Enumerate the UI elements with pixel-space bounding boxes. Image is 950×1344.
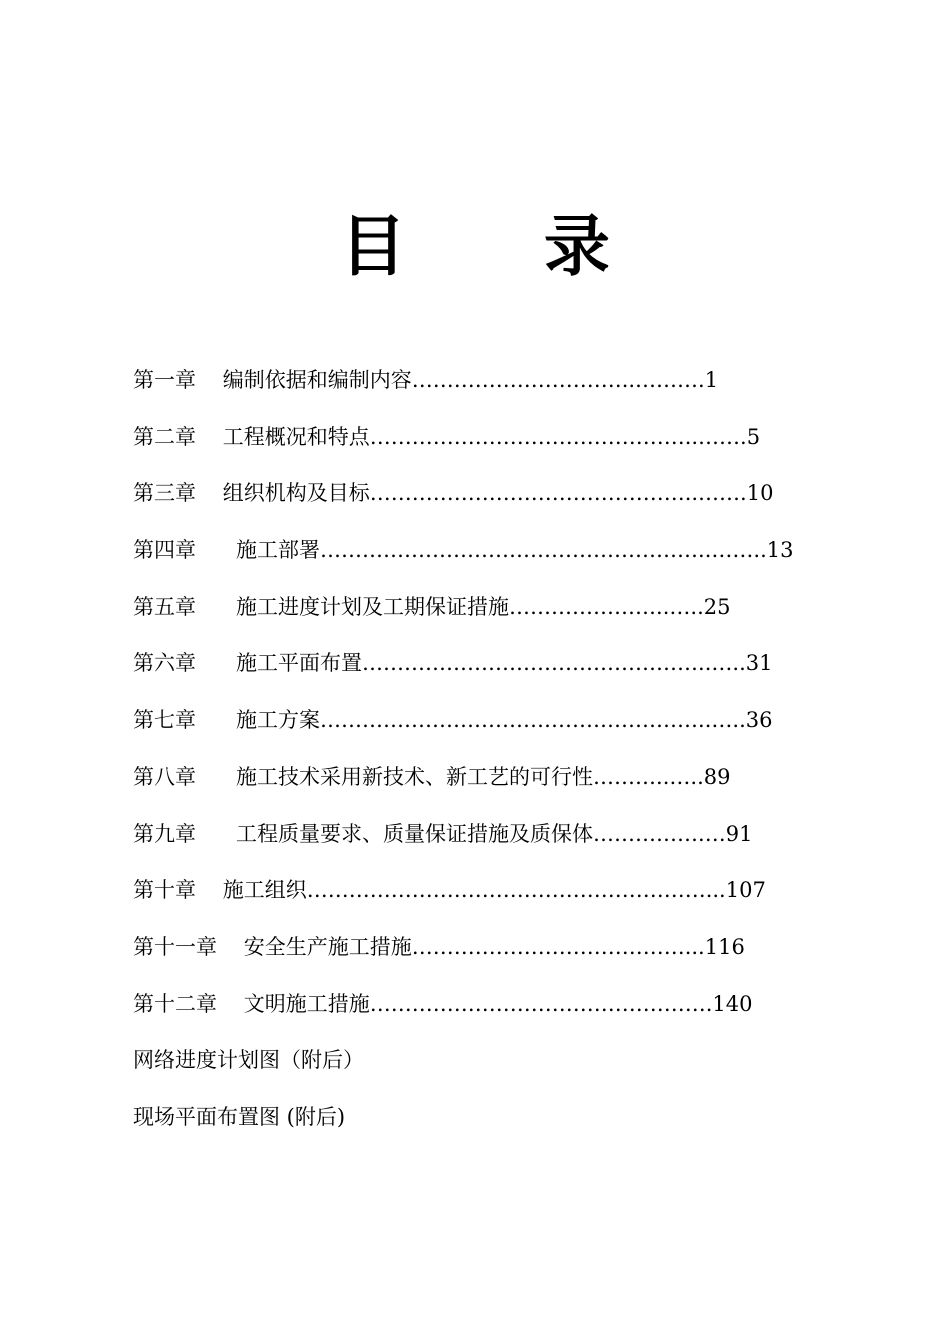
toc-entry-7 [133,700,833,757]
appendix-text: 网络进度计划图（附后） [133,1048,364,1073]
toc-entry-text: 第十章 施工组织…………………………………………………...107 [133,878,766,903]
toc-entry-5 [133,587,833,644]
appendix-site-layout [133,1097,833,1154]
toc-entry-4 [133,530,833,587]
page-title: 目 录 [340,207,610,285]
toc-entry-1 [133,360,833,417]
toc-entry-text: 第十一章 安全生产施工措施…………………………………...116 [133,934,745,959]
toc-entry-8 [133,757,833,814]
toc-entry-10 [133,870,833,927]
toc-entry-text: 第二章 工程概况和特点………………………………………..…….5 [133,424,761,449]
toc-entry-text: 第四章 施工部署………………………………………………..……..13 [133,538,794,563]
toc-entry-11 [133,927,833,984]
toc-entry-text: 第三章 组织机构及目标………………………………………..…….10 [133,481,774,506]
toc-entry-text: 第六章 施工平面布置…………………………………………..…..31 [133,651,773,676]
toc-entry-text: 第十二章 文明施工措施………………………………………….140 [133,991,753,1016]
toc-entry-text: 第五章 施工进度计划及工期保证措施…………………..…..25 [133,594,731,619]
toc-entry-3 [133,473,833,530]
toc-entry-text: 第九章 工程质量要求、质量保证措施及质保体…………….…91 [133,821,753,846]
toc-entry-12 [133,984,833,1041]
toc-entry-text: 第一章 编制依据和编制内容…………………………..……….1 [133,368,719,392]
toc-entry-6 [133,643,833,700]
toc-entry-2 [133,417,833,474]
toc-entry-text: 第八章 施工技术采用新技术、新工艺的可行性………..…..89 [133,764,731,789]
toc-entry-9 [133,814,833,871]
toc-entry-text: 第七章 施工方案………………………………………………..…..36 [133,708,773,733]
appendix-network-schedule [133,1040,833,1097]
appendix-text: 现场平面布置图 (附后) [133,1104,346,1129]
table-of-contents [133,360,833,1154]
